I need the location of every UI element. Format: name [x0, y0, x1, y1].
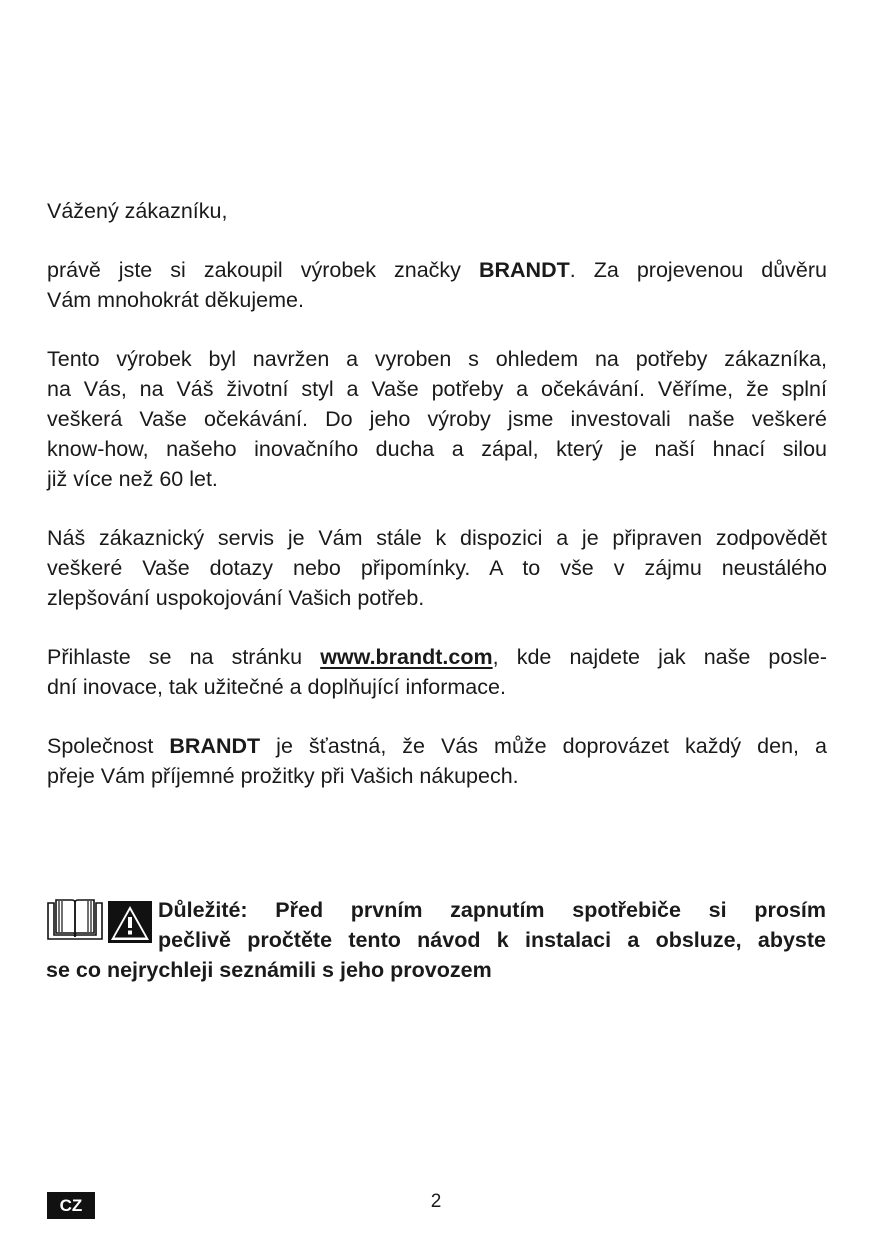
paragraph-website — [47, 642, 827, 702]
paragraph-line: know-how, našeho inovačního ducha a zápal, který je naší hnací silou — [47, 437, 827, 461]
paragraph-line: veškeré Vaše dotazy nebo připomínky. A to vše v zájmu neustálého — [47, 556, 827, 580]
warning-triangle-icon — [108, 901, 152, 943]
paragraph-line: Náš zákaznický servis je Vám stále k dispozici a je připraven zodpovědět — [47, 526, 827, 550]
notice-icons — [46, 895, 154, 943]
website-link[interactable]: www.brandt.com — [320, 645, 493, 669]
paragraph-line: Tento výrobek byl navržen a vyroben s ohledem na potřeby zákazníka, — [47, 347, 827, 371]
paragraph-service — [47, 523, 827, 613]
notice-line: pečlivě pročtěte tento návod k instalaci a obsluze, abyste — [158, 928, 826, 952]
paragraph-line: na Vás, na Váš životní styl a Vaše potřeby a očekávání. Věříme, že splní — [47, 377, 827, 401]
read-manual-warning-icon — [46, 895, 154, 943]
paragraph-line: přeje Vám příjemné prožitky při Vašich nákupech. — [47, 764, 519, 788]
greeting: Vážený zákazníku, — [47, 199, 228, 223]
language-badge: CZ — [47, 1192, 95, 1219]
notice-line: Důležité: Před prvním zapnutím spotřebiče si prosím — [158, 898, 826, 922]
paragraph-closing — [47, 731, 827, 791]
paragraph-line: již více než 60 let. — [47, 467, 218, 491]
book-icon — [48, 900, 102, 939]
brand-name: BRANDT — [169, 734, 261, 758]
paragraph-line: zlepšování uspokojování Vašich potřeb. — [47, 586, 425, 610]
paragraph-line: veškerá Vaše očekávání. Do jeho výroby jsme investovali naše veškeré — [47, 407, 827, 431]
paragraph-line: právě jste si zakoupil výrobek značky BRANDT. Za projevenou důvěru — [47, 258, 827, 282]
brand-name: BRANDT — [478, 258, 570, 282]
paragraph-line: dní inovace, tak užitečné a doplňující informace. — [47, 675, 506, 699]
notice-line: se co nejrychleji seznámili s jeho provozem — [46, 958, 492, 982]
paragraph-line: Přihlaste se na stránku www.brandt.com, kde najdete jak naše posle- — [47, 645, 827, 669]
paragraph-thanks — [47, 255, 827, 315]
important-notice — [46, 895, 826, 985]
page-number: 2 — [430, 1191, 442, 1212]
paragraph-line: Společnost BRANDT je šťastná, že Vás může doprovázet každý den, a — [47, 734, 827, 758]
paragraph-product — [47, 344, 827, 494]
paragraph-line: Vám mnohokrát děkujeme. — [47, 288, 304, 312]
